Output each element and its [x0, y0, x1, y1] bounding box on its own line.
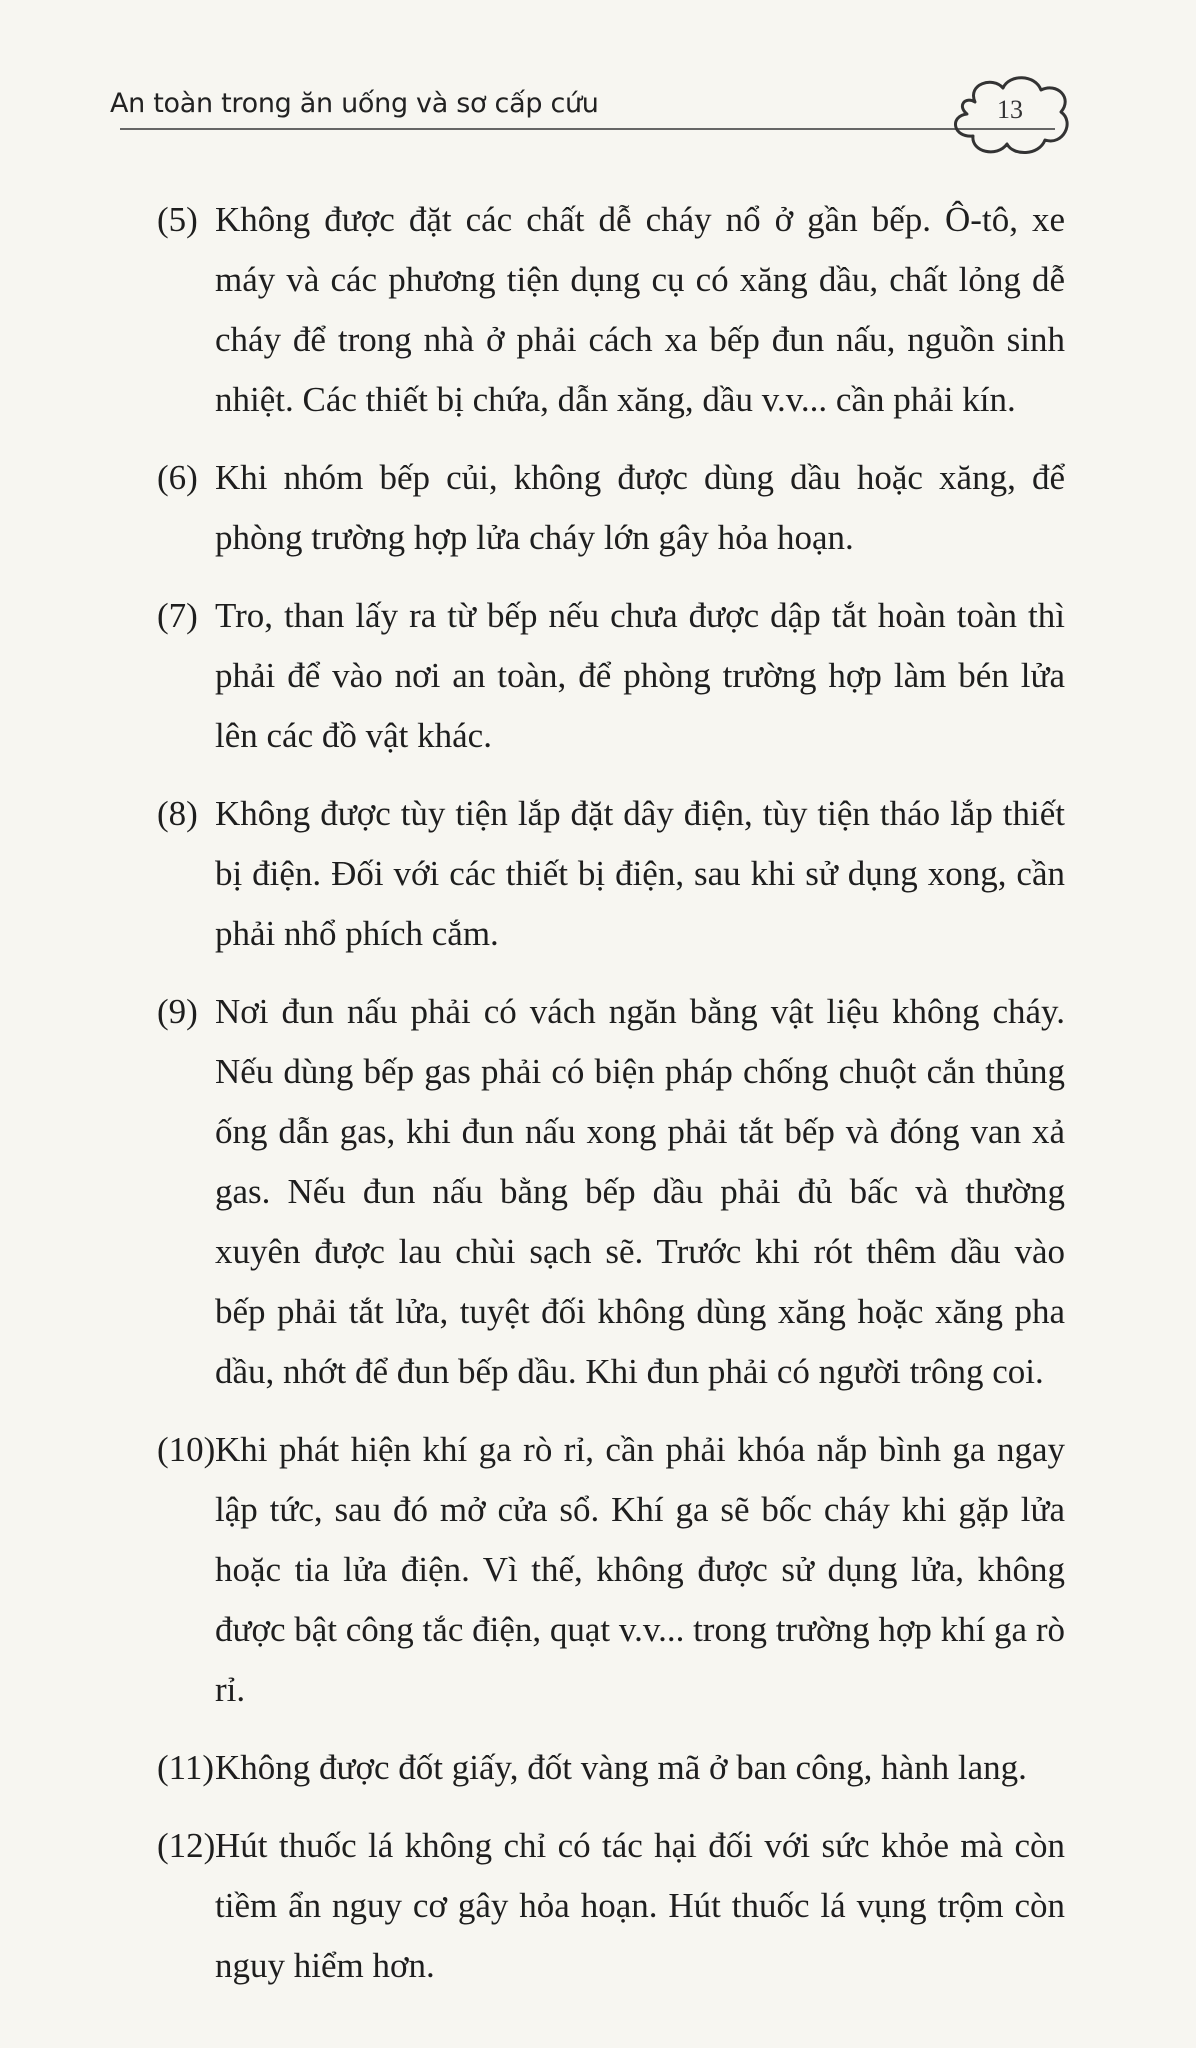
running-header-title: An toàn trong ăn uống và sơ cấp cứu	[110, 88, 599, 119]
list-item	[157, 190, 1065, 430]
item-number: (9)	[157, 992, 198, 1031]
list-item	[157, 1738, 1065, 1798]
item-text: Tro, than lấy ra từ bếp nếu chưa được dập tắt hoàn toàn thì phải để vào nơi an toàn, để phòng trường hợp làm bén lửa lên các đồ vật khác.	[215, 596, 1065, 755]
list-item	[157, 1420, 1065, 1720]
item-number: (5)	[157, 200, 198, 239]
item-text: Không được đốt giấy, đốt vàng mã ở ban công, hành lang.	[215, 1748, 1027, 1787]
item-number: (6)	[157, 458, 198, 497]
item-text: Không được đặt các chất dễ cháy nổ ở gần bếp. Ô-tô, xe máy và các phương tiện dụng cụ có xăng dầu, chất lỏng dễ cháy để trong nhà ở phải cách xa bếp đun nấu, nguồn sinh nhiệt. Các thiết bị chứa, dẫn xăng, dầu v.v... cần phải kín.	[215, 200, 1065, 419]
list-item	[157, 586, 1065, 766]
list-item	[157, 784, 1065, 964]
item-list	[157, 190, 1065, 2014]
header-divider	[120, 128, 1055, 130]
item-text: Khi nhóm bếp củi, không được dùng dầu hoặc xăng, để phòng trường hợp lửa cháy lớn gây hỏa hoạn.	[215, 458, 1065, 557]
item-number: (8)	[157, 794, 198, 833]
list-item	[157, 448, 1065, 568]
list-item	[157, 1816, 1065, 1996]
item-number: (10)	[157, 1430, 216, 1469]
item-number: (7)	[157, 596, 198, 635]
item-text: Nơi đun nấu phải có vách ngăn bằng vật liệu không cháy. Nếu dùng bếp gas phải có biện pháp chống chuột cắn thủng ống dẫn gas, khi đun nấu xong phải tắt bếp và đóng van xả gas. Nếu đun nấu bằng bếp dầu phải đủ bấc và thường xuyên được lau chùi sạch sẽ. Trước khi rót thêm dầu vào bếp phải tắt lửa, tuyệt đối không dùng xăng hoặc xăng pha dầu, nhớt để đun bếp dầu. Khi đun phải có người trông coi.	[215, 992, 1065, 1391]
item-number: (11)	[157, 1748, 215, 1787]
item-text: Không được tùy tiện lắp đặt dây điện, tùy tiện tháo lắp thiết bị điện. Đối với các thiết bị điện, sau khi sử dụng xong, cần phải nhổ phích cắm.	[215, 794, 1065, 953]
page-number: 13	[997, 95, 1023, 124]
item-number: (12)	[157, 1826, 216, 1865]
item-text: Hút thuốc lá không chỉ có tác hại đối với sức khỏe mà còn tiềm ẩn nguy cơ gây hỏa hoạn. Hút thuốc lá vụng trộm còn nguy hiểm hơn.	[215, 1826, 1065, 1985]
list-item	[157, 982, 1065, 1402]
item-text: Khi phát hiện khí ga rò rỉ, cần phải khóa nắp bình ga ngay lập tức, sau đó mở cửa sổ. Khí ga sẽ bốc cháy khi gặp lửa hoặc tia lửa điện. Vì thế, không được sử dụng lửa, không được bật công tắc điện, quạt v.v... trong trường hợp khí ga rò rỉ.	[215, 1430, 1065, 1709]
